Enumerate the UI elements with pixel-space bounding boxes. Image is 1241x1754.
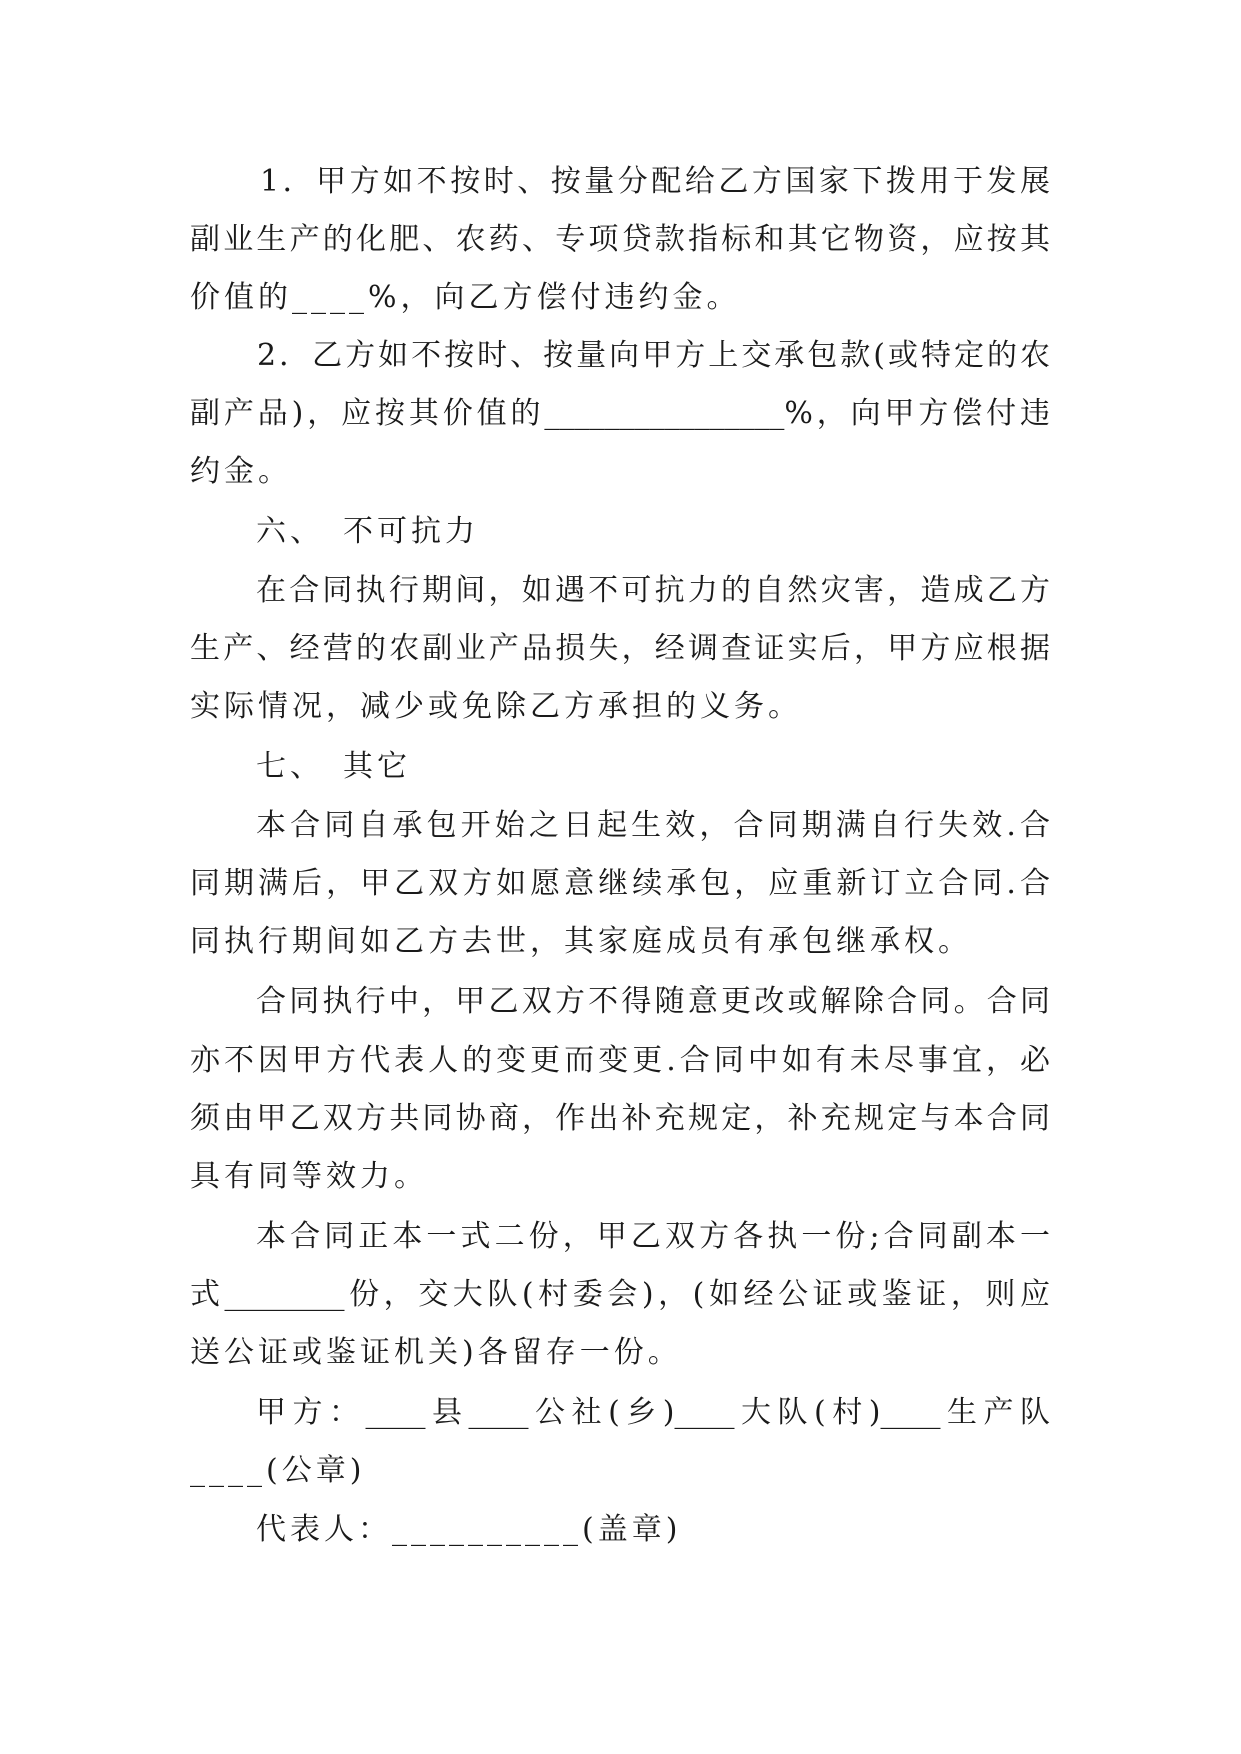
text-line: 副产品)，应按其价值的________________%，向甲方偿付违 bbox=[190, 396, 1050, 431]
text-line: 本合同正本一式二份，甲乙双方各执一份;合同副本一 bbox=[256, 1219, 1050, 1254]
text-line: 生产、经营的农副业产品损失，经调查证实后，甲方应根据 bbox=[190, 631, 1050, 666]
section-heading: 六、 不可抗力 bbox=[256, 514, 479, 549]
section-heading: 七、 其它 bbox=[256, 749, 411, 784]
text-line: 亦不因甲方代表人的变更而变更.合同中如有未尽事宜，必 bbox=[190, 1043, 1050, 1078]
text-line: 同期满后，甲乙双方如愿意继续承包，应重新订立合同.合 bbox=[190, 866, 1050, 901]
text-line: 2．乙方如不按时、按量向甲方上交承包款(或特定的农 bbox=[257, 338, 1050, 373]
text-line: 在合同执行期间，如遇不可抗力的自然灾害，造成乙方 bbox=[256, 573, 1050, 608]
text-line: 合同执行中，甲乙双方不得随意更改或解除合同。合同 bbox=[256, 984, 1050, 1019]
text-line: 送公证或鉴证机关)各留存一份。 bbox=[190, 1335, 682, 1370]
text-line: 约金。 bbox=[190, 454, 292, 489]
text-line: 实际情况，减少或免除乙方承担的义务。 bbox=[190, 689, 802, 724]
text-line: 价值的____%，向乙方偿付违约金。 bbox=[190, 280, 741, 315]
text-line: 具有同等效力。 bbox=[190, 1159, 428, 1194]
text-line: 须由甲乙双方共同协商，作出补充规定，补充规定与本合同 bbox=[190, 1101, 1050, 1136]
text-line: 副业生产的化肥、农药、专项贷款指标和其它物资，应按其 bbox=[190, 222, 1050, 257]
text-line: 式________份，交大队(村委会)，(如经公证或鉴证，则应 bbox=[190, 1277, 1050, 1312]
text-line: 本合同自承包开始之日起生效，合同期满自行失效.合 bbox=[256, 808, 1050, 843]
party-a-seal-line: ____(公章) bbox=[190, 1453, 366, 1488]
party-a-line: 甲方：____县____公社(乡)____大队(村)____生产队 bbox=[256, 1395, 1050, 1430]
text-line: 1．甲方如不按时、按量分配给乙方国家下拨用于发展 bbox=[260, 164, 1050, 199]
text-line: 同执行期间如乙方去世，其家庭成员有承包继承权。 bbox=[190, 924, 972, 959]
representative-line: 代表人：__________(盖章) bbox=[256, 1512, 682, 1547]
